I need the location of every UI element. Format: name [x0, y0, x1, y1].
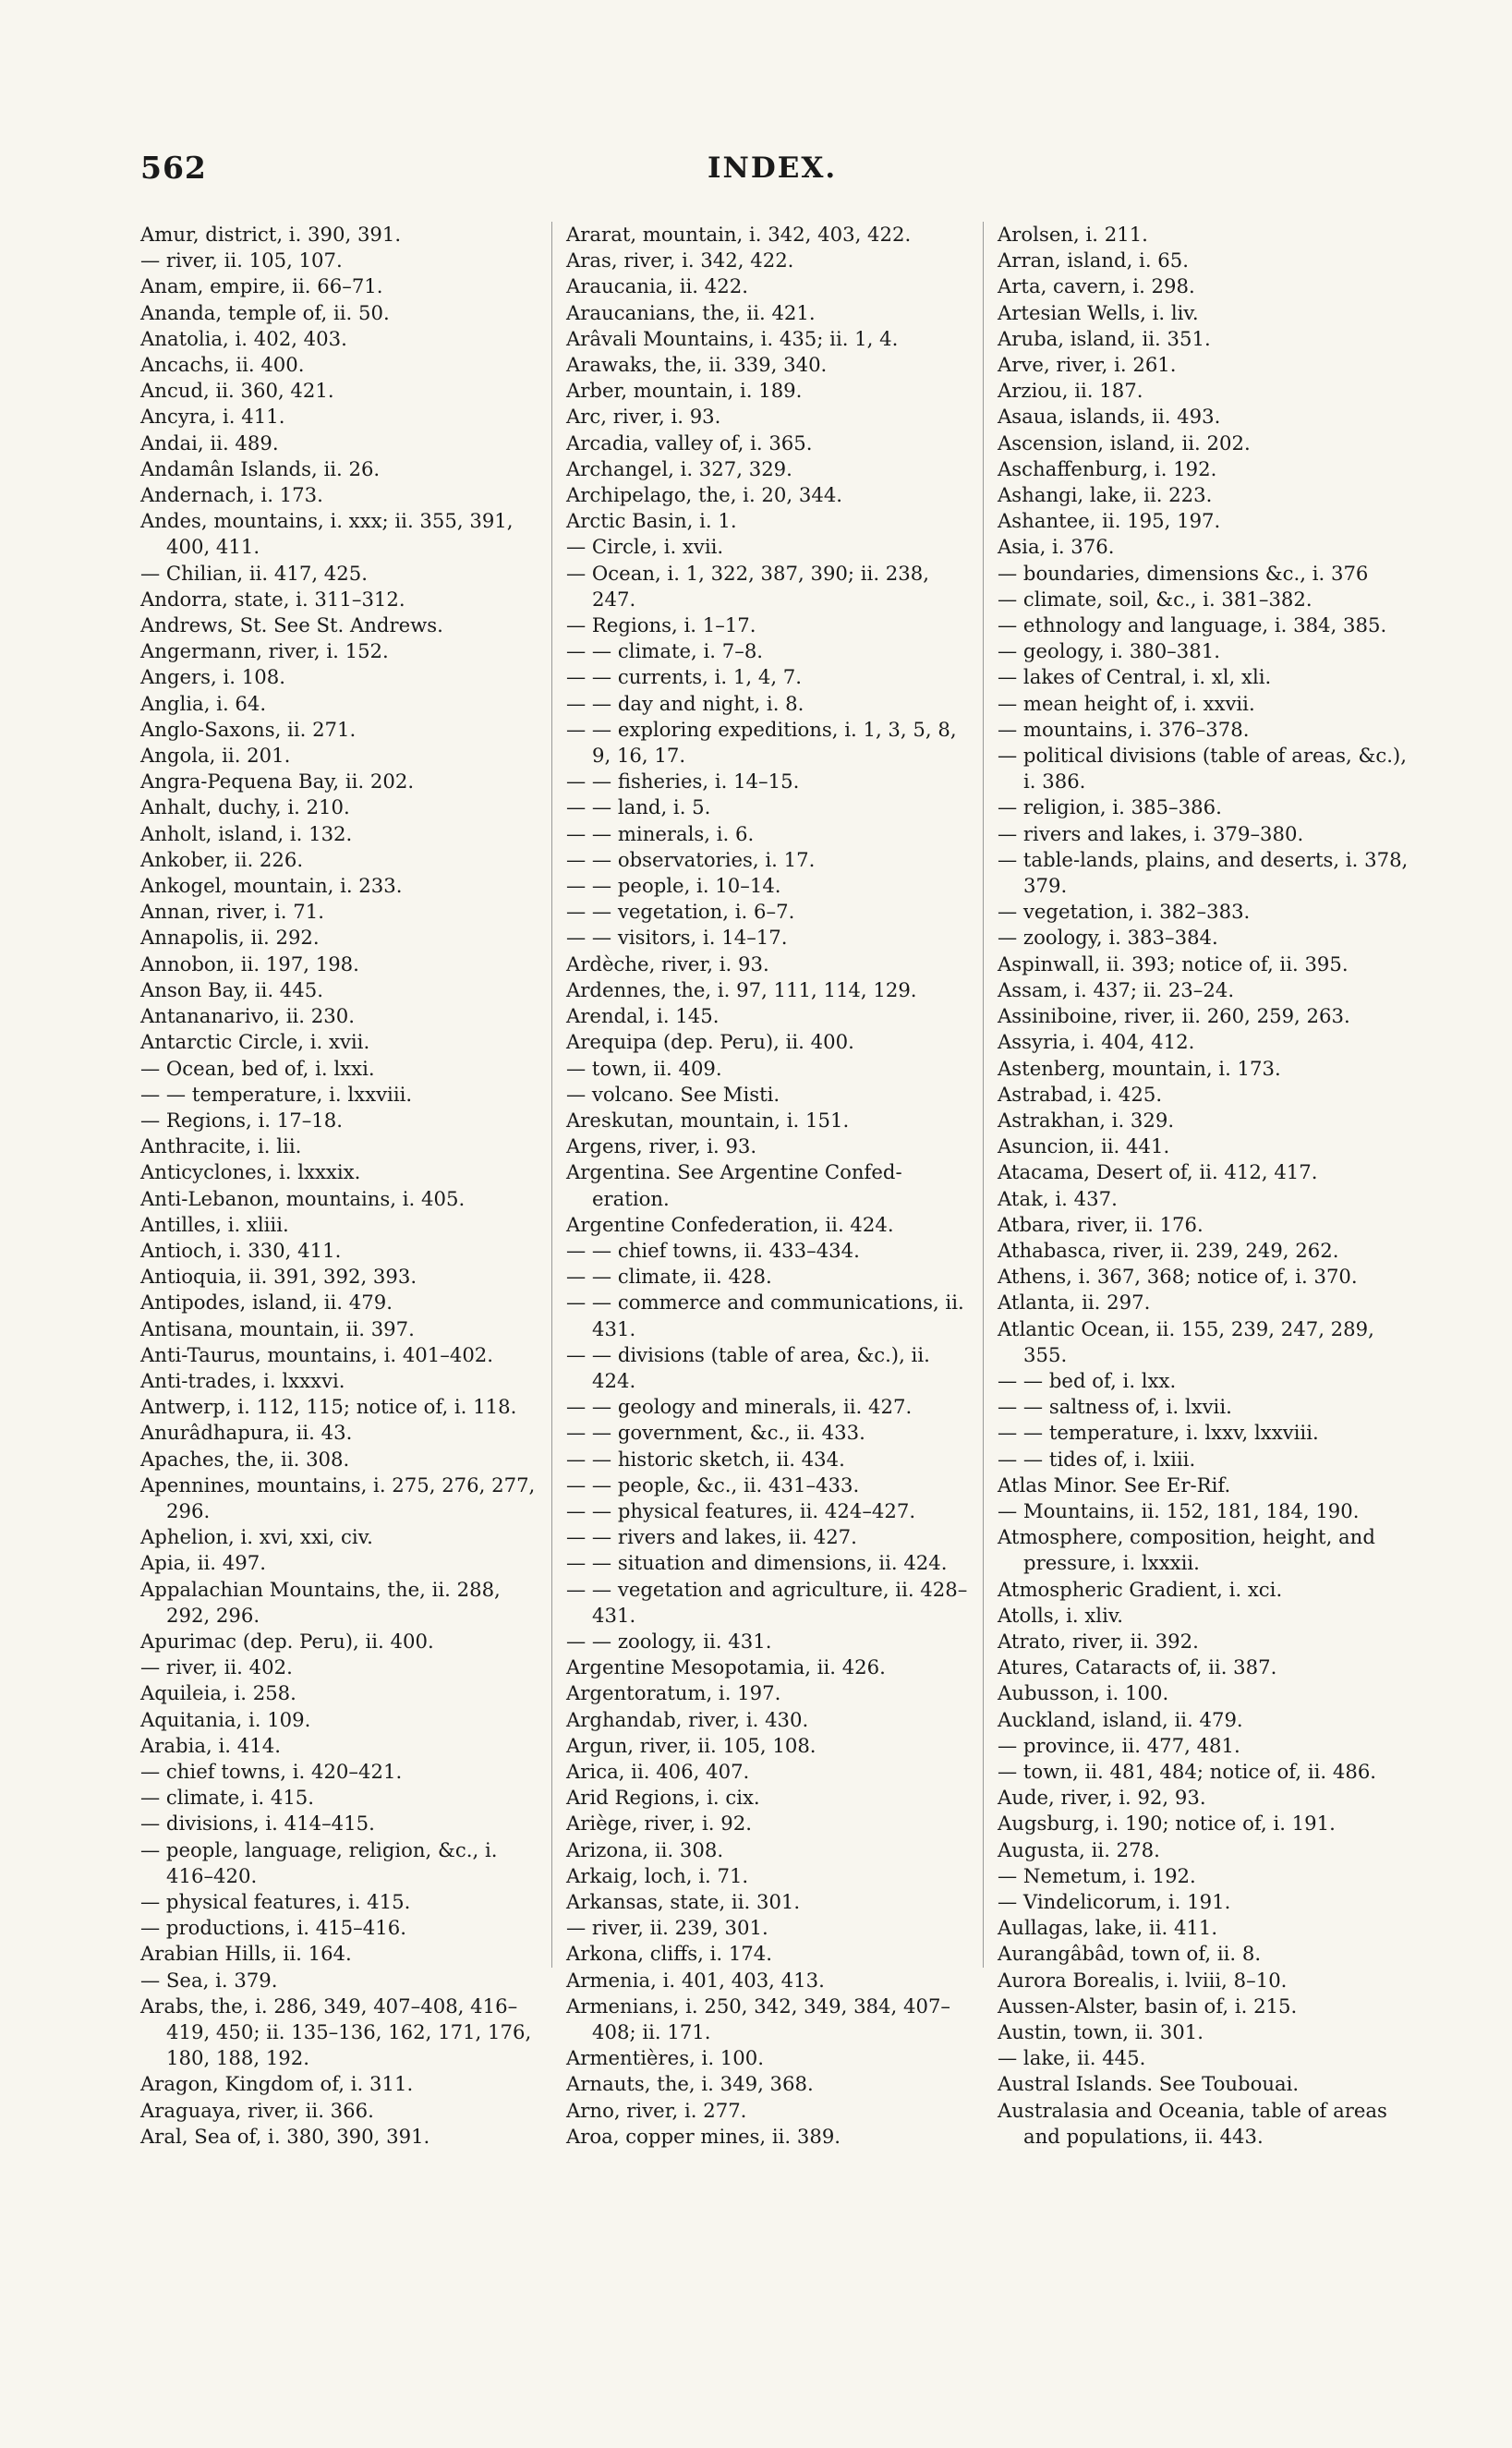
index-entry: Ardèche, river, i. 93.	[566, 951, 769, 976]
index-entry: — ethnology and language, i. 384, 385.	[998, 613, 1387, 637]
index-entry: — vegetation, i. 382–383.	[998, 900, 1251, 924]
index-entry: Apurimac (dep. Peru), ii. 400.	[140, 1629, 434, 1653]
index-entry: Atures, Cataracts of, ii. 387.	[998, 1655, 1277, 1679]
index-entry: Angermann, river, i. 152.	[140, 639, 389, 663]
index-entry: Appalachian Mountains, the, ii. 288, 292, 296.	[140, 1577, 501, 1627]
index-entry: Anson Bay, ii. 445.	[140, 977, 323, 1001]
index-entry: Antipodes, island, ii. 479.	[140, 1291, 393, 1315]
index-entry: Anti-Taurus, mountains, i. 401–402.	[140, 1342, 494, 1366]
index-entry: — zoology, i. 383–384.	[998, 926, 1218, 950]
index-entry: Ardennes, the, i. 97, 111, 114, 129.	[566, 977, 917, 1001]
index-entry: — Sea, i. 379.	[140, 1968, 278, 1992]
index-entry: Aphelion, i. xvi, xxi, civ.	[140, 1525, 373, 1549]
index-entry: Anam, empire, ii. 66–71.	[140, 274, 383, 298]
index-entry: — table-lands, plains, and deserts, i. 378, 379.	[998, 847, 1409, 898]
index-entry: Aurora Borealis, i. lviii, 8–10.	[998, 1968, 1288, 1992]
index-entry: Aroa, copper mines, ii. 389.	[566, 2124, 841, 2148]
index-column-2	[566, 222, 973, 2150]
index-entry: Astenberg, mountain, i. 173.	[998, 1056, 1281, 1080]
index-entry: Astrabad, i. 425.	[998, 1082, 1163, 1106]
index-entry: Austral Islands. See Toubouai.	[998, 2072, 1300, 2096]
index-entry: Arran, island, i. 65.	[998, 248, 1189, 273]
index-entry: — — vegetation, i. 6–7.	[566, 900, 795, 924]
index-entry: — mean height of, i. xxvii.	[998, 691, 1255, 715]
index-entry: Annobon, ii. 197, 198.	[140, 951, 359, 976]
index-column-3	[998, 222, 1415, 2150]
index-entry: Atacama, Desert of, ii. 412, 417.	[998, 1160, 1318, 1184]
index-entry: Andamân Islands, ii. 26.	[140, 456, 381, 480]
index-entry: Arabian Hills, ii. 164.	[140, 1942, 352, 1966]
index-entry: — — currents, i. 1, 4, 7.	[566, 665, 803, 689]
index-entry: Amur, district, i. 390, 391.	[140, 223, 402, 246]
index-entry: — — temperature, i. lxxviii.	[140, 1082, 413, 1106]
index-entry: — mountains, i. 376–378.	[998, 717, 1250, 741]
index-entry: — — climate, ii. 428.	[566, 1265, 772, 1289]
index-entry: Anholt, island, i. 132.	[140, 821, 353, 845]
index-entry: — Circle, i. xvii.	[566, 535, 724, 559]
index-entry: Arno, river, i. 277.	[566, 2098, 747, 2122]
index-entry: Arolsen, i. 211.	[998, 223, 1148, 246]
column-divider	[983, 222, 984, 1968]
index-entry: Armentières, i. 100.	[566, 2046, 764, 2070]
index-entry: Ancachs, ii. 400.	[140, 353, 305, 377]
index-entry: — physical features, i. 415.	[140, 1890, 411, 1913]
index-entry: Antisana, mountain, ii. 397.	[140, 1316, 415, 1340]
index-entry: — boundaries, dimensions &c., i. 376	[998, 561, 1369, 585]
index-entry: Atlas Minor. See Er-Rif.	[998, 1472, 1231, 1497]
index-entry: — — fisheries, i. 14–15.	[566, 770, 800, 794]
index-entry: Athabasca, river, ii. 239, 249, 262.	[998, 1238, 1339, 1262]
index-entry: — — exploring expeditions, i. 1, 3, 5, 8, 9, 16, 17.	[566, 717, 957, 768]
index-entry: — people, language, religion, &c., i. 416–420.	[140, 1837, 498, 1887]
index-entry: — river, ii. 239, 301.	[566, 1916, 768, 1940]
index-entry: Astrakhan, i. 329.	[998, 1108, 1175, 1132]
index-entry: — — physical features, ii. 424–427.	[566, 1498, 916, 1522]
index-entry: Andrews, St. See St. Andrews.	[140, 613, 443, 637]
index-entry: Augusta, ii. 278.	[998, 1837, 1160, 1861]
index-entry: Arziou, ii. 187.	[998, 379, 1143, 403]
index-entry: Aras, river, i. 342, 422.	[566, 248, 794, 273]
index-entry: — Nemetum, i. 192.	[998, 1863, 1196, 1887]
index-entry: Arkansas, state, ii. 301.	[566, 1890, 801, 1913]
index-entry: Augsburg, i. 190; notice of, i. 191.	[998, 1812, 1336, 1836]
index-entry: Aruba, island, ii. 351.	[998, 326, 1211, 350]
index-entry: Assyria, i. 404, 412.	[998, 1030, 1195, 1054]
index-entry: Angra-Pequena Bay, ii. 202.	[140, 770, 415, 794]
index-entry: — rivers and lakes, i. 379–380.	[998, 821, 1304, 845]
index-entry: Auckland, island, ii. 479.	[998, 1707, 1243, 1731]
index-entry: Arawaks, the, ii. 339, 340.	[566, 353, 828, 377]
index-entry: Aspinwall, ii. 393; notice of, ii. 395.	[998, 951, 1349, 976]
index-entry: Arequipa (dep. Peru), ii. 400.	[566, 1030, 854, 1054]
index-entry: Arc, river, i. 93.	[566, 405, 721, 429]
index-entry: Asaua, islands, ii. 493.	[998, 405, 1221, 429]
index-entry: — — temperature, i. lxxv, lxxviii.	[998, 1421, 1319, 1445]
index-entry: — — geology and minerals, ii. 427.	[566, 1395, 913, 1419]
index-entry: — Regions, i. 17–18.	[140, 1108, 343, 1132]
index-entry: — — minerals, i. 6.	[566, 821, 755, 845]
index-entry: — Ocean, i. 1, 322, 387, 390; ii. 238, 247.	[566, 561, 929, 611]
index-entry: Ascension, island, ii. 202.	[998, 430, 1251, 454]
index-entry: Aschaffenburg, i. 192.	[998, 456, 1217, 480]
index-entry: Atlantic Ocean, ii. 155, 239, 247, 289, 355.	[998, 1316, 1374, 1366]
index-entry: Armenia, i. 401, 403, 413.	[566, 1968, 825, 1992]
index-entry: Assiniboine, river, ii. 260, 259, 263.	[998, 1004, 1350, 1028]
index-entry: Argens, river, i. 93.	[566, 1134, 757, 1158]
index-entry: Anti-Lebanon, mountains, i. 405.	[140, 1186, 466, 1210]
index-entry: Arghandab, river, i. 430.	[566, 1707, 809, 1731]
index-entry: Artesian Wells, i. liv.	[998, 300, 1199, 324]
index-entry: Aude, river, i. 92, 93.	[998, 1786, 1206, 1810]
index-entry: Araguaya, river, ii. 366.	[140, 2098, 374, 2122]
index-entry: — religion, i. 385–386.	[998, 795, 1222, 819]
index-entry: — — land, i. 5.	[566, 795, 711, 819]
index-entry: — town, ii. 481, 484; notice of, ii. 486.	[998, 1759, 1377, 1783]
index-entry: Argun, river, ii. 105, 108.	[566, 1733, 816, 1757]
index-entry: Aquileia, i. 258.	[140, 1681, 296, 1705]
index-entry: Arve, river, i. 261.	[998, 353, 1177, 377]
index-entry: — — vegetation and agriculture, ii. 428–431.	[566, 1577, 968, 1627]
index-entry: — — zoology, ii. 431.	[566, 1629, 772, 1653]
index-entry: — — commerce and communications, ii. 431.	[566, 1291, 964, 1340]
index-entry: Angola, ii. 201.	[140, 744, 291, 768]
index-entry: Atbara, river, ii. 176.	[998, 1212, 1204, 1236]
index-entry: Arendal, i. 145.	[566, 1004, 720, 1028]
index-entry: Australasia and Oceania, table of areas and populations, ii. 443.	[998, 2098, 1387, 2148]
index-entry: Antioquia, ii. 391, 392, 393.	[140, 1265, 417, 1289]
index-entry: — lake, ii. 445.	[998, 2046, 1146, 2070]
index-entry: Armenians, i. 250, 342, 349, 384, 407–408; ii. 171.	[566, 1994, 951, 2044]
index-entry: Areskutan, mountain, i. 151.	[566, 1108, 850, 1132]
index-entry: Atmosphere, composition, height, and pressure, i. lxxxii.	[998, 1525, 1375, 1575]
index-entry: — river, ii. 105, 107.	[140, 248, 343, 273]
index-entry: — — day and night, i. 8.	[566, 691, 804, 715]
index-column-1	[140, 222, 547, 2150]
index-entry: Aubusson, i. 100.	[998, 1681, 1169, 1705]
index-entry: — Mountains, ii. 152, 181, 184, 190.	[998, 1498, 1360, 1522]
index-entry: Andernach, i. 173.	[140, 483, 323, 507]
index-entry: Atolls, i. xliv.	[998, 1603, 1124, 1627]
page-number: 562	[140, 150, 207, 186]
index-entry: Arica, ii. 406, 407.	[566, 1759, 750, 1783]
index-entry: — chief towns, i. 420–421.	[140, 1759, 403, 1783]
index-entry: Argentine Confederation, ii. 424.	[566, 1212, 894, 1236]
index-entry: Apennines, mountains, i. 275, 276, 277, 296.	[140, 1472, 536, 1522]
index-entry: Ashantee, ii. 195, 197.	[998, 509, 1221, 533]
index-entry: Aussen-Alster, basin of, i. 215.	[998, 1994, 1298, 2018]
index-entry: — Chilian, ii. 417, 425.	[140, 561, 368, 585]
index-entry: — Regions, i. 1–17.	[566, 613, 756, 637]
index-entry: — — people, &c., ii. 431–433.	[566, 1472, 860, 1497]
index-entry: — productions, i. 415–416.	[140, 1916, 406, 1940]
index-entry: — river, ii. 402.	[140, 1655, 293, 1679]
index-entry: — Vindelicorum, i. 191.	[998, 1890, 1231, 1913]
index-entry: Antwerp, i. 112, 115; notice of, i. 118.	[140, 1395, 517, 1419]
index-entry: Anthracite, i. lii.	[140, 1134, 302, 1158]
index-entry: Austin, town, ii. 301.	[998, 2020, 1204, 2044]
index-entry: — — rivers and lakes, ii. 427.	[566, 1525, 857, 1549]
index-entry: Archangel, i. 327, 329.	[566, 456, 792, 480]
index-entry: — lakes of Central, i. xl, xli.	[998, 665, 1272, 689]
index-entry: Antananarivo, ii. 230.	[140, 1004, 355, 1028]
index-entry: Atrato, river, ii. 392.	[998, 1629, 1199, 1653]
index-entry: Anticyclones, i. lxxxix.	[140, 1160, 361, 1184]
index-entry: Antilles, i. xliii.	[140, 1212, 289, 1236]
index-entry: Andes, mountains, i. xxx; ii. 355, 391, 400, 411.	[140, 509, 514, 559]
index-entry: — province, ii. 477, 481.	[998, 1733, 1240, 1757]
index-entry: — — observatories, i. 17.	[566, 847, 816, 871]
index-entry: Arnauts, the, i. 349, 368.	[566, 2072, 814, 2096]
index-entry: Anurâdhapura, ii. 43.	[140, 1421, 353, 1445]
index-entry: Ananda, temple of, ii. 50.	[140, 300, 390, 324]
index-entry: Argentina. See Argentine Confed-eration.	[566, 1160, 902, 1210]
index-entry: Annan, river, i. 71.	[140, 900, 324, 924]
index-entry: Asuncion, ii. 441.	[998, 1134, 1170, 1158]
index-entry: Athens, i. 367, 368; notice of, i. 370.	[998, 1265, 1358, 1289]
index-entry: Argentine Mesopotamia, ii. 426.	[566, 1655, 886, 1679]
index-entry: — — saltness of, i. lxvii.	[998, 1395, 1232, 1419]
index-entry: — — climate, i. 7–8.	[566, 639, 764, 663]
index-entry: Arkaig, loch, i. 71.	[566, 1863, 749, 1887]
index-entry: Arizona, ii. 308.	[566, 1837, 724, 1861]
index-entry: Argentoratum, i. 197.	[566, 1681, 781, 1705]
index-entry: Arber, mountain, i. 189.	[566, 379, 803, 403]
index-entry: Atmospheric Gradient, i. xci.	[998, 1577, 1283, 1601]
index-entry: — town, ii. 409.	[566, 1056, 722, 1080]
index-entry: Ankogel, mountain, i. 233.	[140, 874, 403, 898]
index-entry: Antioch, i. 330, 411.	[140, 1238, 342, 1262]
index-entry: Anhalt, duchy, i. 210.	[140, 795, 350, 819]
column-divider	[551, 222, 552, 1968]
index-entry: — — people, i. 10–14.	[566, 874, 781, 898]
index-entry: Aquitania, i. 109.	[140, 1707, 311, 1731]
index-entry: Aullagas, lake, ii. 411.	[998, 1916, 1218, 1940]
index-entry: Arabs, the, i. 286, 349, 407–408, 416–419, 450; ii. 135–136, 162, 171, 176, 180, 188, 192.	[140, 1994, 532, 2070]
index-entry: Anatolia, i. 402, 403.	[140, 326, 347, 350]
index-entry: Arabia, i. 414.	[140, 1733, 281, 1757]
page-title: INDEX.	[708, 151, 838, 185]
index-entry: — climate, soil, &c., i. 381–382.	[998, 587, 1312, 611]
index-entry: Archipelago, the, i. 20, 344.	[566, 483, 843, 507]
index-entry: Antarctic Circle, i. xvii.	[140, 1030, 370, 1054]
index-entry: Atak, i. 437.	[998, 1186, 1118, 1210]
index-entry: Ararat, mountain, i. 342, 403, 422.	[566, 223, 912, 246]
index-entry: Anglo-Saxons, ii. 271.	[140, 717, 357, 741]
index-entry: Ancud, ii. 360, 421.	[140, 379, 334, 403]
index-entry: Assam, i. 437; ii. 23–24.	[998, 977, 1235, 1001]
index-entry: Ankober, ii. 226.	[140, 847, 304, 871]
index-entry: — volcano. See Misti.	[566, 1082, 780, 1106]
index-entry: — — chief towns, ii. 433–434.	[566, 1238, 860, 1262]
index-entry: Anglia, i. 64.	[140, 691, 267, 715]
index-entry: — Ocean, bed of, i. lxxi.	[140, 1056, 375, 1080]
index-entry: Apia, ii. 497.	[140, 1551, 266, 1575]
index-entry: Ancyra, i. 411.	[140, 405, 285, 429]
index-entry: Arta, cavern, i. 298.	[998, 274, 1195, 298]
index-entry: — — visitors, i. 14–17.	[566, 926, 788, 950]
index-entry: — — government, &c., ii. 433.	[566, 1421, 865, 1445]
index-entry: — — bed of, i. lxx.	[998, 1368, 1177, 1392]
index-entry: Araucanians, the, ii. 421.	[566, 300, 816, 324]
index-entry: Arâvali Mountains, i. 435; ii. 1, 4.	[566, 326, 899, 350]
index-entry: — political divisions (table of areas, &c.), i. 386.	[998, 744, 1407, 794]
index-entry: Apaches, the, ii. 308.	[140, 1447, 350, 1471]
index-entry: Ariège, river, i. 92.	[566, 1812, 752, 1836]
index-entry: Arid Regions, i. cix.	[566, 1786, 760, 1810]
index-entry: Araucania, ii. 422.	[566, 274, 748, 298]
index-entry: Aral, Sea of, i. 380, 390, 391.	[140, 2124, 430, 2148]
index-entry: Ashangi, lake, ii. 223.	[998, 483, 1213, 507]
index-entry: — — tides of, i. lxiii.	[998, 1447, 1196, 1471]
index-entry: Arcadia, valley of, i. 365.	[566, 430, 813, 454]
index-entry: Andai, ii. 489.	[140, 430, 279, 454]
index-entry: Atlanta, ii. 297.	[998, 1291, 1151, 1315]
index-entry: — — divisions (table of area, &c.), ii. 424.	[566, 1342, 930, 1392]
index-entry: Andorra, state, i. 311–312.	[140, 587, 405, 611]
index-entry: — geology, i. 380–381.	[998, 639, 1220, 663]
index-entry: Arctic Basin, i. 1.	[566, 509, 737, 533]
index-entry: Anti-trades, i. lxxxvi.	[140, 1368, 345, 1392]
index-entry: — — situation and dimensions, ii. 424.	[566, 1551, 948, 1575]
index-entry: Aragon, Kingdom of, i. 311.	[140, 2072, 414, 2096]
index-entry: — climate, i. 415.	[140, 1786, 315, 1810]
index-entry: — — historic sketch, ii. 434.	[566, 1447, 845, 1471]
index-entry: Arkona, cliffs, i. 174.	[566, 1942, 773, 1966]
index-entry: Angers, i. 108.	[140, 665, 285, 689]
index-entry: Annapolis, ii. 292.	[140, 926, 320, 950]
index-entry: Asia, i. 376.	[998, 535, 1115, 559]
index-entry: Aurangâbâd, town of, ii. 8.	[998, 1942, 1262, 1966]
index-entry: — divisions, i. 414–415.	[140, 1812, 375, 1836]
